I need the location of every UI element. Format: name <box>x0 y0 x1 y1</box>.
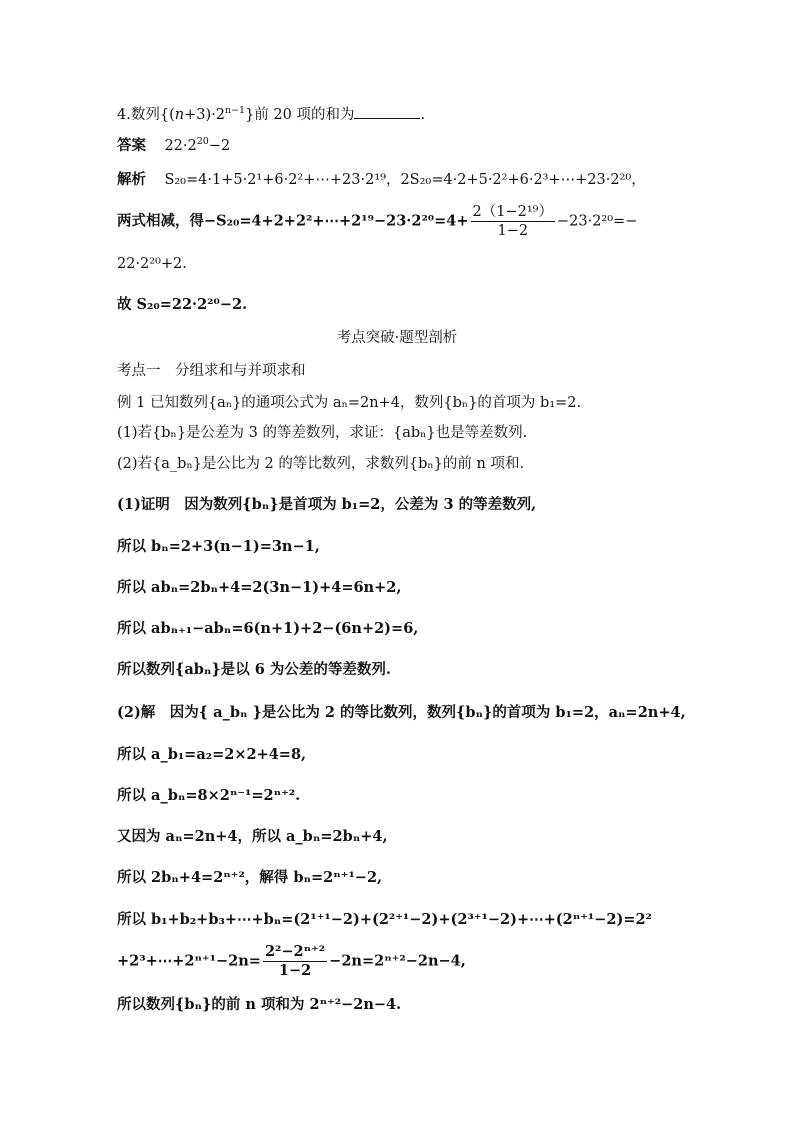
analysis-conclusion: 故 S₂₀=22·2²⁰−2. <box>117 296 248 313</box>
example-statement: 例 1 已知数列{aₙ}的通项公式为 aₙ=2n+4，数列{bₙ}的首项为 b₁=2. <box>117 395 582 411</box>
analysis-line-3: 22·2²⁰+2. <box>117 256 187 272</box>
solution-line-4: 又因为 aₙ=2n+4，所以 a_bₙ=2bₙ+4, <box>117 828 388 845</box>
solution-line-7: +2³+⋯+2ⁿ⁺¹−2n= $\frac{\text{2²−2ⁿ⁺²}}{1-2}$ −2n=2ⁿ⁺²−2n−4, <box>117 943 466 979</box>
solution-line-3: 所以 a_bₙ=8×2ⁿ⁻¹=2ⁿ⁺². <box>117 787 301 804</box>
kaodian-heading: 考点一 分组求和与并项求和 <box>117 363 306 379</box>
proof-line-1: (1)证明 因为数列{bₙ}是首项为 b₁=2，公差为 3 的等差数列, <box>117 496 537 513</box>
proof-line-3: 所以 abₙ=2bₙ+4=2(3n−1)+4=6n+2, <box>117 579 402 596</box>
fraction: $\frac{\text{2（1−2¹⁹）}}{1-2}$ <box>472 204 553 239</box>
analysis-label: 解析 <box>117 171 146 188</box>
proof-line-5: 所以数列{abₙ}是以 6 为公差的等差数列. <box>117 661 391 678</box>
solution-line-6: 所以 b₁+b₂+b₃+⋯+bₙ=(2¹⁺¹−2)+(2²⁺¹−2)+(2³⁺¹−2)+⋯+(2ⁿ⁺¹−2)=2² <box>117 911 652 928</box>
analysis-line-2: 两式相减，得−S₂₀=4+2+2²+⋯+2¹⁹−23·2²⁰=4+ $\frac{\text{2（1−2¹⁹）}}{1-2}$ −23·2²⁰=− <box>117 204 638 239</box>
answer-line: 答案 $22\cdot 2^{20}-2$ <box>117 136 231 154</box>
solution-line-8: 所以数列{bₙ}的前 n 项和为 2ⁿ⁺²−2n−4. <box>117 996 402 1013</box>
example-question-2: (2)若{a_bₙ}是公比为 2 的等比数列，求数列{bₙ}的前 n 项和. <box>117 456 525 472</box>
example-question-1: (1)若{bₙ}是公差为 3 的等差数列，求证：{abₙ}也是等差数列. <box>117 425 528 441</box>
solution-line-2: 所以 a_b₁=a₂=2×2+4=8, <box>117 746 307 763</box>
solution-line-5: 所以 2bₙ+4=2ⁿ⁺²，解得 bₙ=2ⁿ⁺¹−2, <box>117 869 383 886</box>
fraction: $\frac{\text{2²−2ⁿ⁺²}}{1-2}$ <box>264 943 326 979</box>
proof-line-4: 所以 abₙ₊₁−abₙ=6(n+1)+2−(6n+2)=6, <box>117 620 419 637</box>
solution-line-1: (2)解 因为{ a_bₙ }是公比为 2 的等比数列，数列{bₙ}的首项为 b₁=2，aₙ=2n+4, <box>117 704 686 721</box>
answer-blank[interactable] <box>354 104 420 119</box>
problem-4-stem: 4.数列$\{(n+3)\cdot 2^{n-1}\}$前 20 项的和为 . <box>117 105 426 123</box>
analysis-line-1: 解析 S₂₀=4·1+5·2¹+6·2²+⋯+23·2¹⁹，2S₂₀=4·2+5·2²+6·2³+⋯+23·2²⁰， <box>117 171 646 188</box>
answer-label: 答案 <box>117 137 146 154</box>
proof-line-2: 所以 bₙ=2+3(n−1)=3n−1, <box>117 538 320 555</box>
section-title: 考点突破·题型剖析 <box>336 330 458 346</box>
